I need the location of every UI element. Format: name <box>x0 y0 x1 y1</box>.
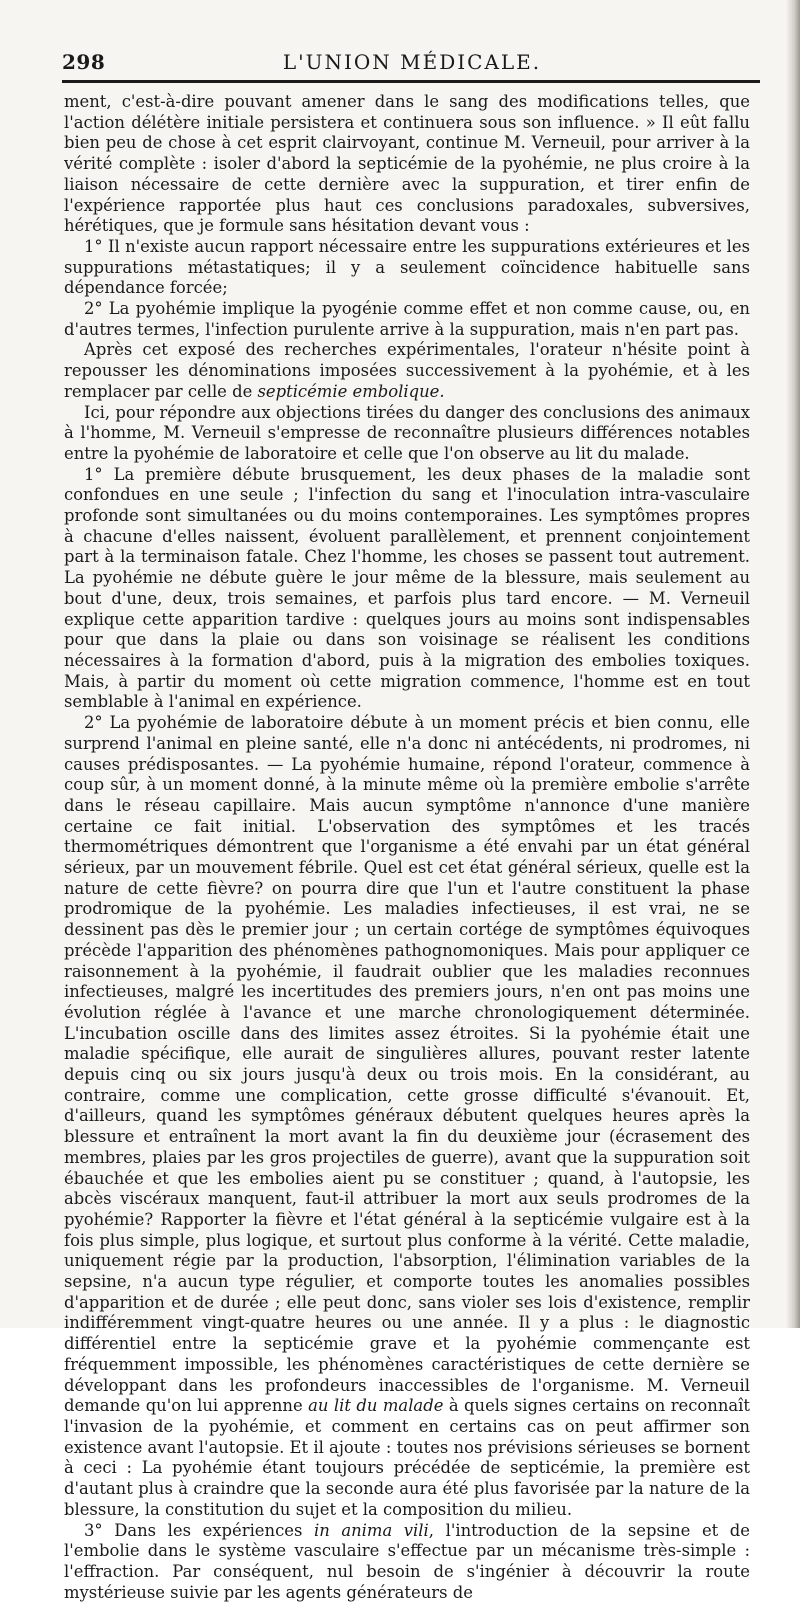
paragraph-text: 2° La pyohémie implique la pyogénie comme effet et non comme cause, ou, en d'autres termes, l'infection purulente arrive à la suppuration, mais n'en part pas. <box>64 299 750 339</box>
page-number: 298 <box>62 50 106 74</box>
paragraph-text: 1° La première débute brusquement, les deux phases de la maladie sont confondues en une seule ; l'infection du sang et l'inoculation intra-vasculaire profonde sont simultanées ou du moins contemporaines. Les symptômes propres à chacune d'elles naissent, évoluent parallèlement, et prennent conjointement part à la terminaison fatale. Chez l'homme, les choses se passent tout autrement. La pyohémie ne débute guère le jour même de la blessure, mais seulement au bout d'une, deux, trois semaines, et parfois plus tard encore. — M. Verneuil explique cette apparition tardive : quelques jours au moins sont indispensables pour que dans la plaie ou dans son voisinage se réalisent les conditions nécessaires à la formation d'abord, puis à la migration des embolies toxiques. Mais, à partir du moment où cette migration commence, l'homme est en tout semblable à l'animal en expérience. <box>64 464 750 712</box>
paragraph-difference-3 <box>64 1521 750 1603</box>
page-header <box>62 50 762 80</box>
running-title: L'UNION MÉDICALE. <box>282 50 542 74</box>
page-spine-shadow <box>786 0 800 1328</box>
paragraph-point-2 <box>64 299 750 340</box>
paragraph-difference-2 <box>64 713 750 1520</box>
paragraph-text: à quels signes certains on reconnaît l'invasion de la pyohémie, et comment en certains cas on peut affirmer son existence avant l'autopsie. Et il ajoute : toutes nos prévisions sérieuses se bornent à ceci : La pyohémie étant toujours précédée de septicémie, la première est d'autant plus à craindre que la seconde aura été plus favorisée par la nature de la blessure, la constitution du sujet et la composition du milieu. <box>64 1396 750 1519</box>
paragraph-continuation <box>64 92 750 237</box>
italic-phrase: au lit du malade <box>308 1396 444 1416</box>
paragraph-difference-1 <box>64 465 750 713</box>
paragraph-text: , l'introduction de la sepsine et de l'embolie dans le système vasculaire s'effectue par un mécanisme très-simple : l'effraction. Par conséquent, nul besoin de s'ingénier à découvrir la route mystérieuse suivie par les agents générateurs de <box>64 1520 751 1602</box>
paragraph-denomination <box>64 340 750 402</box>
header-rule <box>62 80 760 83</box>
body-text <box>64 92 750 1603</box>
paragraph-text: 1° Il n'existe aucun rapport nécessaire entre les suppurations extérieures et les suppurations métastatiques; il y a seulement coïncidence habituelle sans dépendance forcée; <box>64 236 750 298</box>
paragraph-text: 2° La pyohémie de laboratoire débute à un moment précis et bien connu, elle surprend l'animal en pleine santé, elle n'a donc ni antécédents, ni prodromes, ni causes prédisposantes. — La pyohémie humaine, répond l'orateur, commence à coup sûr, à un moment donné, à la minute même où la première embolie s'arrête dans le réseau capillaire. Mais aucun symptôme n'annonce d'une manière certaine ce fait initial. L'observation des symptômes et les tracés thermométriques démontrent que l'organisme a été envahi par un état général sérieux, par un mouvement fébrile. Quel est cet état général sérieux, quelle est la nature de cette fièvre? on pourra dire que l'un et l'autre constituent la phase prodromique de la pyohémie. Les maladies infectieuses, il est vrai, ne se dessinent pas dès le premier jour ; un certain cortége de symptômes équivoques précède l'apparition des phénomènes pathognomoniques. Mais pour appliquer ce raisonnement à la pyohémie, il faudrait oublier que les maladies reconnues infectieuses, malgré les incertitudes des premiers jours, n'en ont pas moins une évolution réglée à l'avance et une marche chronologiquement déterminée. L'incubation oscille dans des limites assez étroites. Si la pyohémie était une maladie spécifique, elle aurait de singulières allures, pouvant rester latente depuis cinq ou six jours jusqu'à deux ou trois mois. En la considérant, au contraire, comme une complication, cette grosse difficulté s'évanouit. Et, d'ailleurs, quand les symptômes généraux débutent quelques heures après la blessure et entraînent la mort avant la fin du deuxième jour (écrasement des membres, plaies par les gros projectiles de guerre), avant que la suppuration soit ébauchée et que les embolies aient pu se constituer ; quand, à l'autopsie, les abcès viscéraux manquent, faut-il attribuer la mort aux seuls prodromes de la pyohémie? Rapporter la fièvre et l'état général à la septicémie vulgaire est à la fois plus simple, plus logique, et surtout plus conforme à la vérité. Cette maladie, uniquement régie par la production, l'absorption, l'élimination variables de la sepsine, n'a aucun type régulier, et comporte toutes les anomalies possibles d'apparition et de durée ; elle peut donc, sans violer ses lois d'existence, remplir indifféremment vingt-quatre heures ou une année. Il y a plus : le diagnostic différentiel entre la septicémie grave et la pyohémie commençante est fréquemment impossible, les phénomènes caractéristiques de cette dernière se développant dans les profondeurs inaccessibles de l'organisme. M. Verneuil demande qu'on lui apprenne <box>64 713 750 1416</box>
paragraph-text: Après cet exposé des recherches expérimentales, l'orateur n'hésite point à repousser les dénominations imposées successivement à la pyohémie, et à les remplacer par celle de <box>64 340 750 401</box>
italic-phrase: in anima vili <box>313 1520 429 1540</box>
paragraph-point-1 <box>64 237 750 299</box>
paragraph-text: Ici, pour répondre aux objections tirées du danger des conclusions des animaux à l'homme, M. Verneuil s'empresse de reconnaître plusieurs différences notables entre la pyohémie de laboratoire et celle que l'on observe au lit du malade. <box>64 402 750 463</box>
paragraph-text: 3° Dans les expériences <box>84 1520 314 1540</box>
paragraph-objections <box>64 403 750 465</box>
paragraph-text: ment, c'est-à-dire pouvant amener dans le sang des modifications telles, que l'action délétère initiale persistera et continuera sous son influence. » Il eût fallu bien peu de chose à cet esprit clairvoyant, continue M. Verneuil, pour arriver à la vérité complète : isoler d'abord la septicémie de la pyohémie, ne plus croire à la liaison nécessaire de cette dernière avec la suppuration, et tirer enfin de l'expérience rapportée plus haut ces conclusions paradoxales, subversives, hérétiques, que je formule sans hésitation devant vous : <box>64 92 750 236</box>
italic-term: septicémie embolique. <box>257 381 445 401</box>
